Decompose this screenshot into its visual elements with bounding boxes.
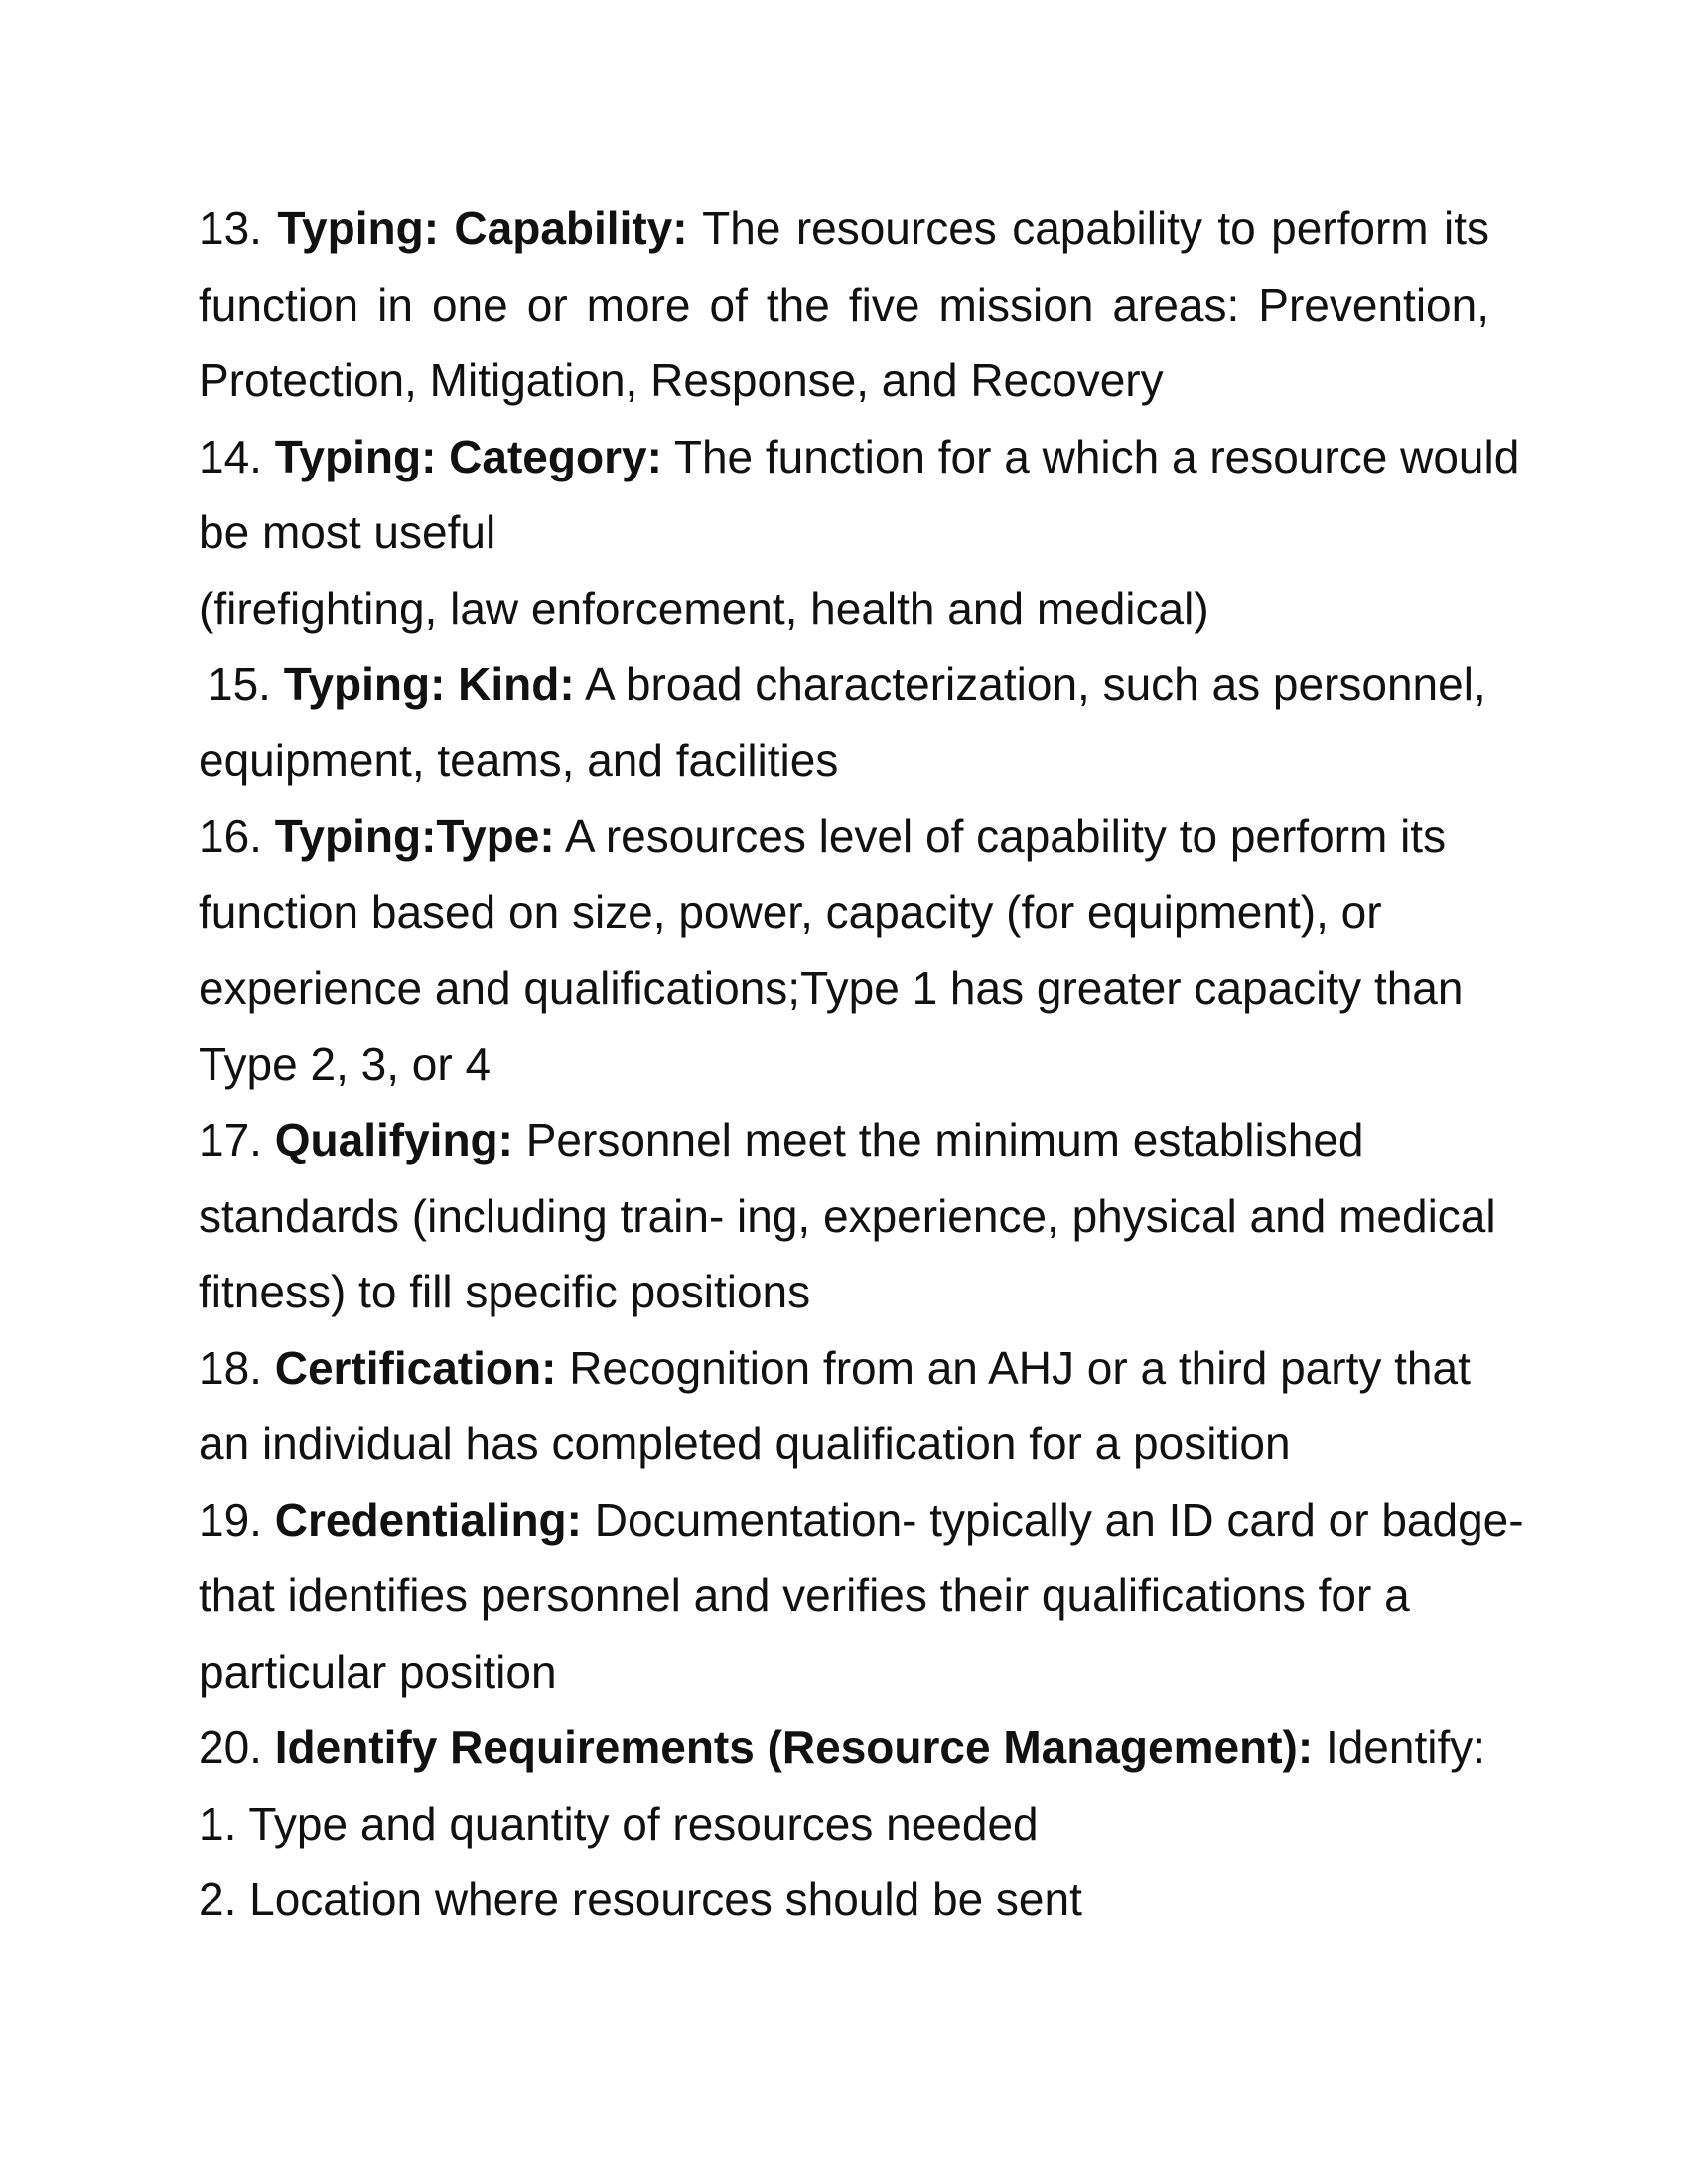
- item-20-line-1: [199, 1709, 1489, 1786]
- item-17-line-1: [199, 1102, 1489, 1178]
- item-18-line-1: [199, 1330, 1489, 1407]
- item-text: Documentation- typically an ID card or badge-: [594, 1493, 1524, 1546]
- item-number: 19.: [199, 1493, 262, 1546]
- item-18-line-2: an individual has completed qualification for a position: [199, 1418, 1291, 1469]
- item-term: Certification:: [274, 1341, 557, 1394]
- item-13-line-1: [199, 191, 1489, 267]
- item-16-line-1: [199, 798, 1489, 875]
- document-page: [199, 191, 1524, 1938]
- item-14-line-3: (firefighting, law enforcement, health and medical): [199, 582, 1209, 634]
- item-term: Typing:Type:: [274, 810, 555, 862]
- item-text: A broad characterization, such as personnel,: [584, 658, 1486, 710]
- item-number: 18.: [199, 1341, 262, 1394]
- item-17-line-2: standards (including train- ing, experience, physical and medical: [199, 1189, 1496, 1242]
- item-text: The resources capability to perform its: [702, 203, 1490, 254]
- item-17-line-3: fitness) to fill specific positions: [199, 1266, 811, 1317]
- item-19-line-2: that identifies personnel and verifies their qualifications for a: [199, 1570, 1410, 1621]
- item-text: A resources level of capability to perform its: [564, 810, 1447, 862]
- item-19-line-1: [199, 1482, 1524, 1559]
- item-16-line-4: Type 2, 3, or 4: [199, 1037, 492, 1090]
- item-term: Typing: Kind:: [283, 658, 575, 710]
- item-16-line-3: experience and qualifications;Type 1 has greater capacity than: [199, 962, 1464, 1014]
- item-text: Identify:: [1325, 1721, 1486, 1773]
- item-19-line-3: particular position: [199, 1645, 557, 1698]
- item-number: 13.: [199, 203, 262, 254]
- item-15-line-2: equipment, teams, and facilities: [199, 734, 839, 786]
- item-14-line-2: be most useful: [199, 506, 496, 558]
- item-number: 17.: [199, 1114, 262, 1165]
- item-14-line-1: [199, 419, 1520, 495]
- item-text: The function for a which a resource would: [673, 430, 1520, 482]
- item-20-line-2: 1. Type and quantity of resources needed: [199, 1797, 1039, 1849]
- item-15-line-1: [199, 646, 1489, 723]
- item-16-line-2: function based on size, power, capacity (for equipment), or: [199, 886, 1382, 938]
- item-number: 20.: [199, 1721, 262, 1773]
- item-term: Typing: Capability:: [277, 203, 688, 254]
- item-term: Credentialing:: [274, 1493, 582, 1546]
- item-text: Personnel meet the minimum established: [525, 1114, 1364, 1165]
- item-term: Qualifying:: [274, 1114, 513, 1165]
- item-number: 15.: [208, 658, 271, 710]
- item-20-line-3: 2. Location where resources should be sent: [199, 1873, 1082, 1925]
- item-13-line-3: Protection, Mitigation, Response, and Recovery: [199, 354, 1164, 406]
- item-term: Identify Requirements (Resource Management):: [274, 1721, 1314, 1773]
- item-13-line-2: function in one or more of the five mission areas: Prevention,: [199, 278, 1489, 331]
- item-number: 14.: [199, 430, 262, 482]
- item-term: Typing: Category:: [274, 430, 662, 482]
- item-text: Recognition from an AHJ or a third party that: [569, 1341, 1471, 1394]
- item-number: 16.: [199, 810, 262, 862]
